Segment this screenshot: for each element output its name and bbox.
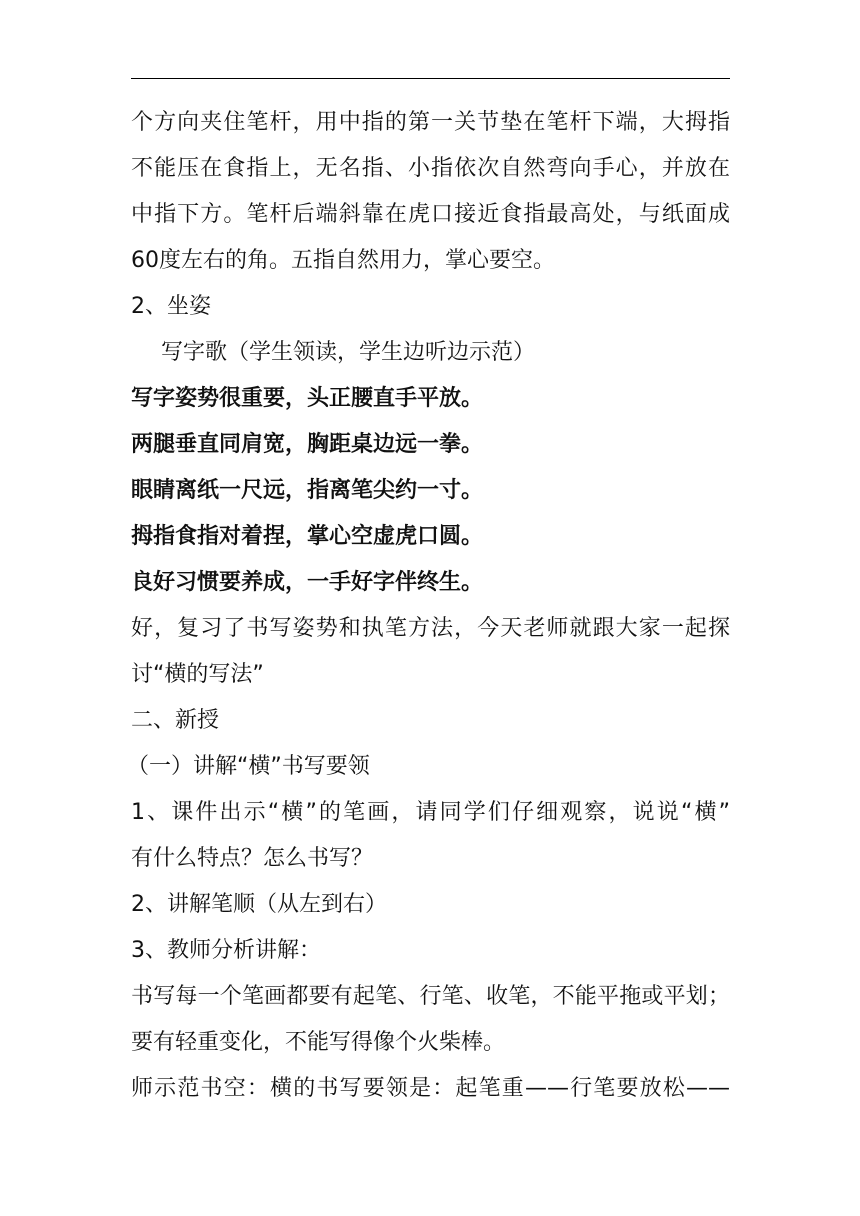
paragraph-line: 书写每一个笔画都要有起笔、行笔、收笔，不能平拖或平划； [131,984,730,1009]
song-intro: 写字歌（学生领读，学生边听边示范） [161,340,536,365]
paragraph-line: 要有轻重变化，不能写得像个火柴棒。 [131,1030,506,1055]
paragraph-line: 不能压在食指上，无名指、小指依次自然弯向手心，并放在 [131,156,730,181]
step-item: 3、教师分析讲解： [131,938,321,963]
paragraph-line: 60度左右的角。五指自然用力，掌心要空。 [131,248,555,273]
paragraph-line: 个方向夹住笔杆，用中指的第一关节垫在笔杆下端，大拇指 [131,110,730,135]
subsection-heading: （一）讲解“横”书写要领 [127,754,370,779]
paragraph-line: 讨“横的写法” [131,662,264,687]
paragraph-line: 中指下方。笔杆后端斜靠在虎口接近食指最高处，与纸面成 [131,202,730,227]
song-line: 拇指食指对着捏，掌心空虚虎口圆。 [131,524,484,549]
section-heading: 2、坐姿 [131,294,211,319]
song-line: 两腿垂直同肩宽，胸距桌边远一拳。 [131,432,484,457]
document-body [127,100,730,1112]
paragraph-line: 1、课件出示“横”的笔画，请同学们仔细观察，说说“横” [131,800,730,825]
paragraph-line: 好，复习了书写姿势和执笔方法，今天老师就跟大家一起探 [131,616,730,641]
song-line: 眼睛离纸一尺远，指离笔尖约一寸。 [131,478,484,503]
step-item: 2、讲解笔顺（从左到右） [131,892,387,917]
song-line: 写字姿势很重要，头正腰直手平放。 [131,386,484,411]
section-heading: 二、新授 [131,708,220,733]
paragraph-line: 有什么特点？怎么书写？ [131,846,374,871]
paragraph-line: 师示范书空：横的书写要领是：起笔重——行笔要放松—— [131,1076,730,1101]
header-rule [131,78,730,79]
song-line: 良好习惯要养成，一手好字伴终生。 [131,570,484,595]
